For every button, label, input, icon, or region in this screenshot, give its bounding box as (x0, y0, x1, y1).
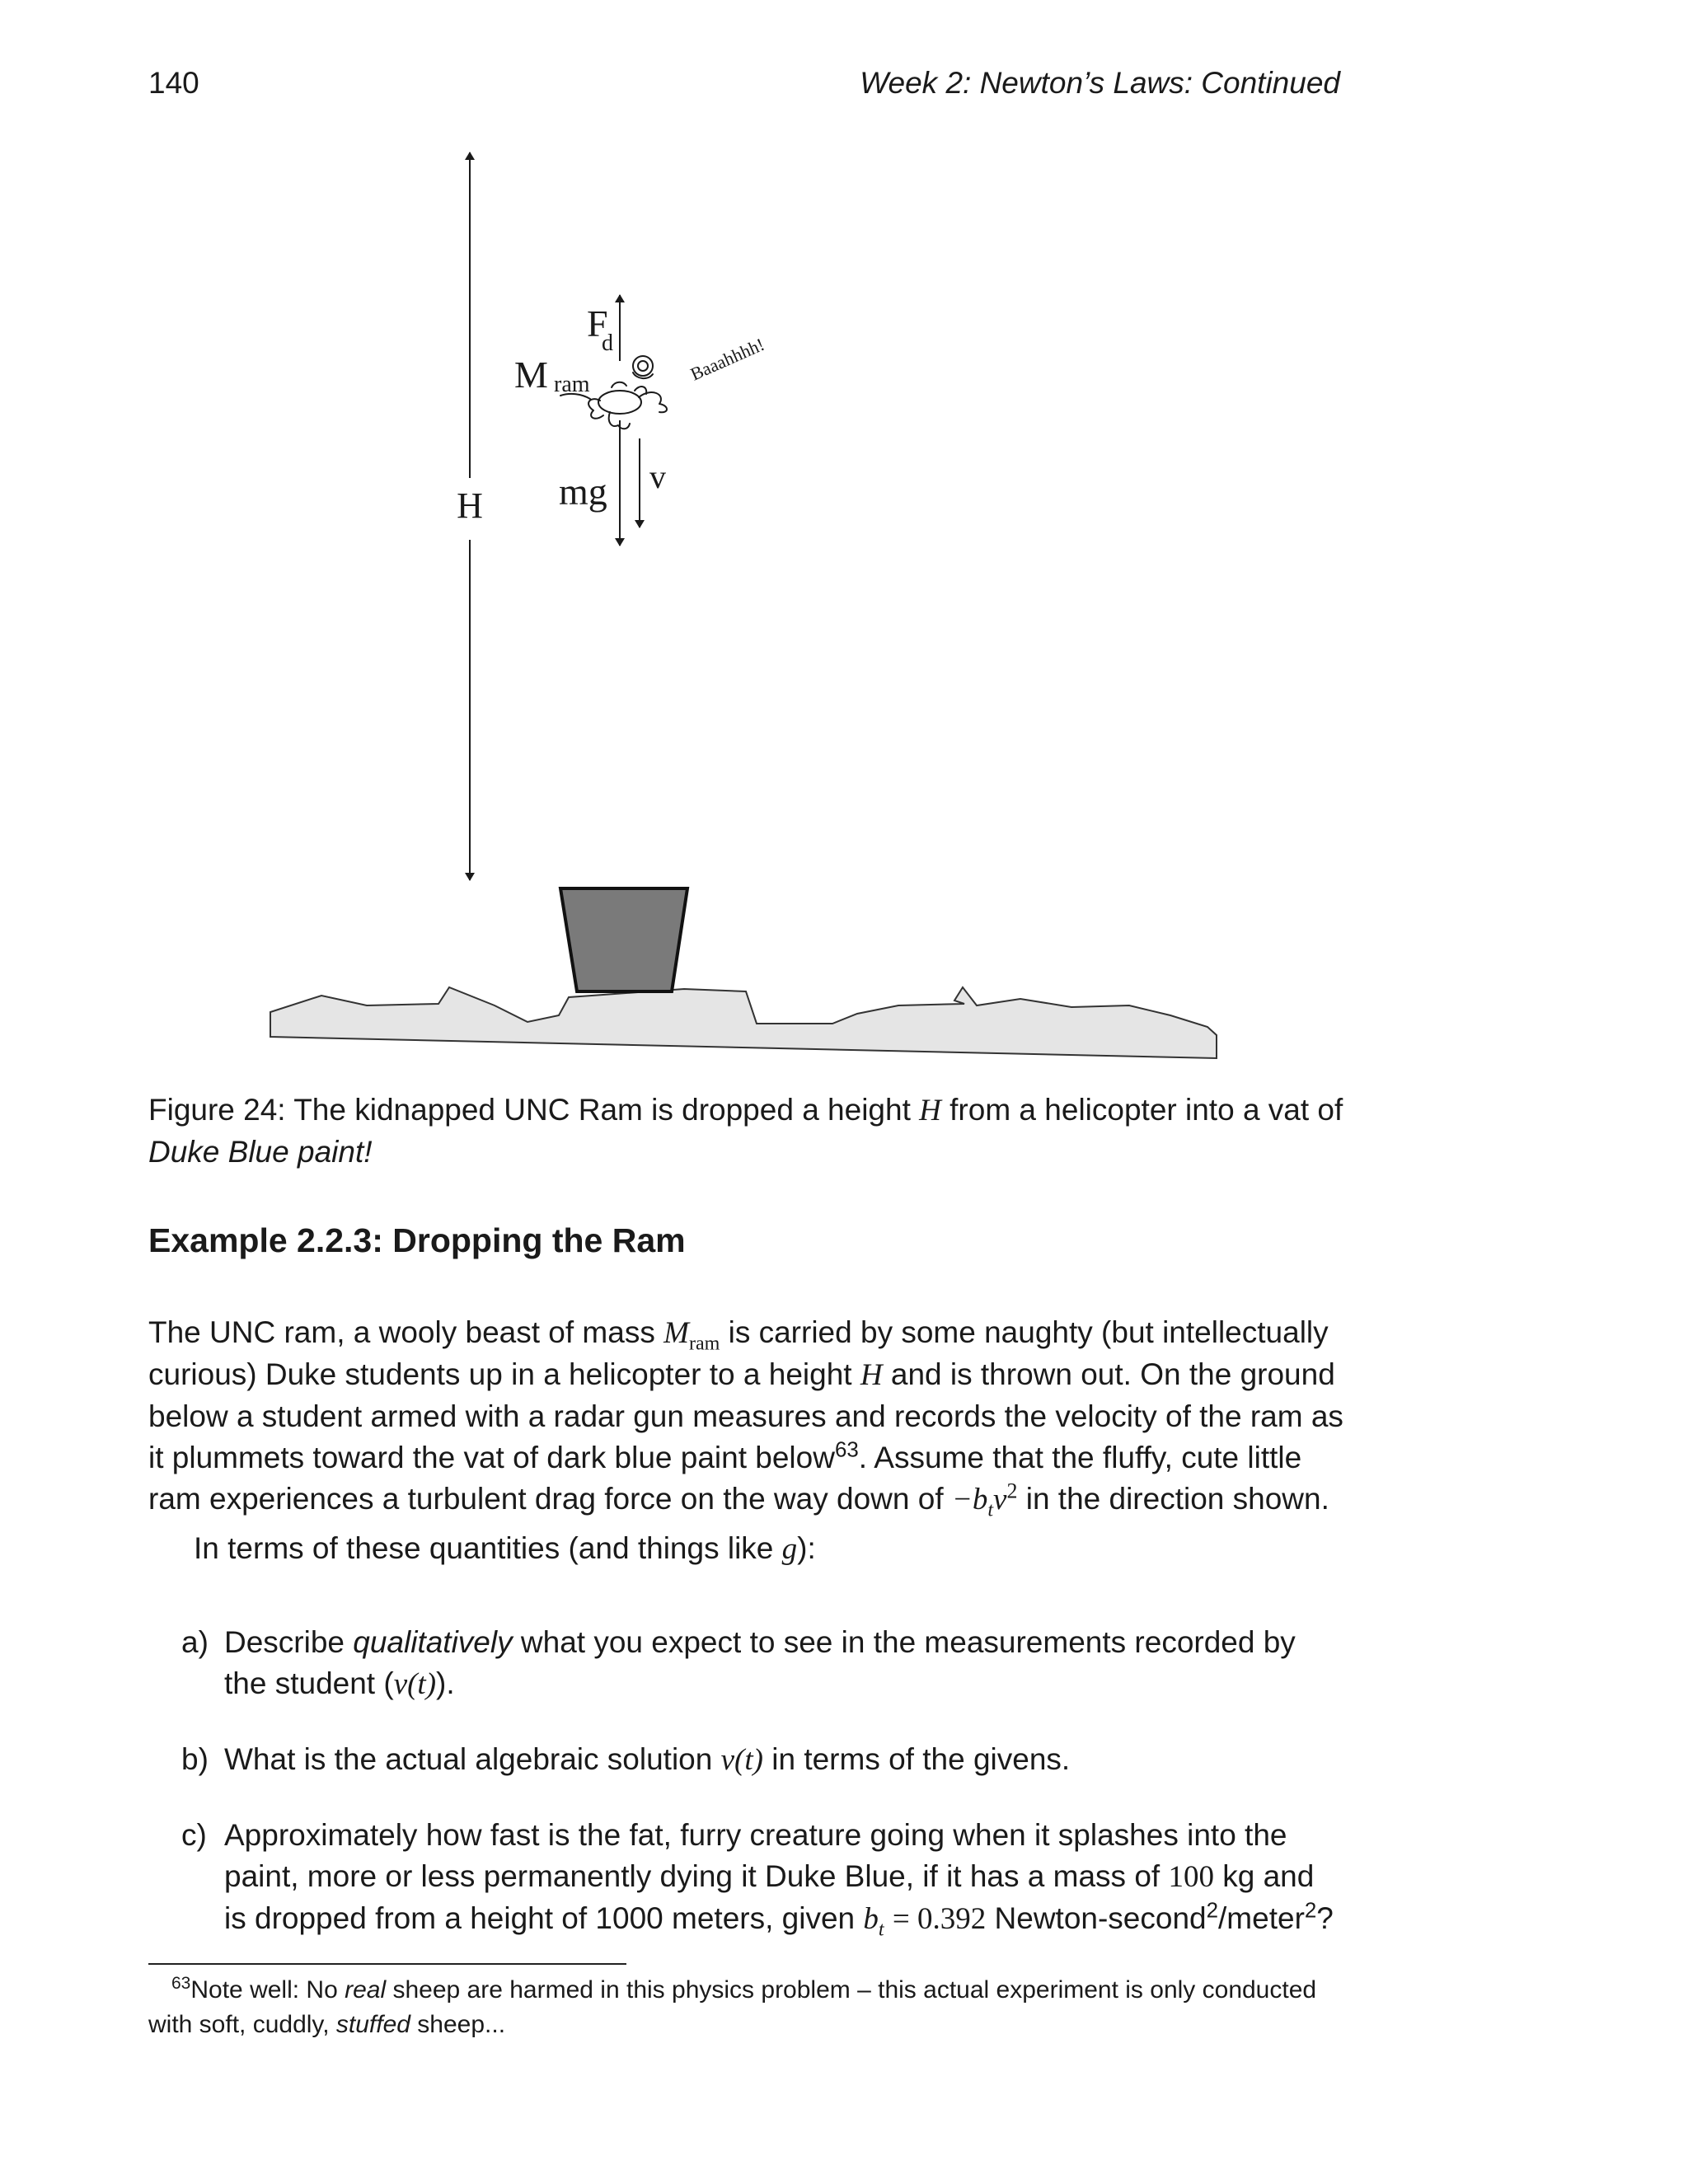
question-text: in terms of the givens. (771, 1742, 1071, 1776)
problem-paragraph (148, 1312, 1343, 1521)
question-c (181, 1815, 1343, 1940)
footnote-text: Note well: No (190, 1976, 338, 2004)
problem-text: is carried by some naughty (but intellectually curious) Duke students up in a helicopter to a height (148, 1315, 1329, 1391)
question-text: Approximately how fast is the fat, furry creature going when it splashes into the paint, more or less permanently dying it Duke Blue, if it has a mass of (224, 1818, 1287, 1893)
unit-exponent: 2 (1206, 1899, 1219, 1923)
page-number: 140 (148, 66, 199, 100)
drag-constant-letter: b (863, 1902, 879, 1936)
example-heading: Example 2.2.3: Dropping the Ram (148, 1221, 686, 1259)
drag-exponent: 2 (1006, 1479, 1018, 1503)
velocity-function: v(t) (720, 1743, 763, 1777)
footnote-reference[interactable]: 63 (834, 1438, 859, 1462)
caption-text-mid: from a helicopter into a vat of (950, 1093, 1343, 1127)
figure-ram-drop (0, 0, 1688, 1080)
question-text: kg and is dropped from a height of 1000 meters, given (224, 1859, 1315, 1935)
paint-vat (560, 888, 687, 991)
drag-constant-subscript: t (878, 1919, 884, 1941)
drag-subscript: t (987, 1499, 994, 1521)
footnote-number: 63 (171, 1974, 191, 1993)
footnote-emphasis: real (345, 1976, 387, 2004)
gravity-variable: g (781, 1532, 798, 1566)
caption-italic: Duke Blue paint! (148, 1135, 373, 1169)
mass-label-subscript: ram (554, 372, 590, 397)
problem-text: . Assume that the fluffy, cute little ram experiences a turbulent drag force on the way down of (148, 1441, 1302, 1516)
drag-force-subscript: d (602, 330, 613, 356)
question-end: ? (1316, 1901, 1334, 1935)
footnote (148, 1973, 1343, 2042)
footnote-rule (148, 1963, 626, 1965)
drag-constant-value: = 0.392 (892, 1902, 987, 1936)
problem-text: The UNC ram, a wooly beast of mass (148, 1315, 655, 1349)
question-marker: c) (181, 1818, 207, 1852)
problem-text: and is thrown out. On the ground below a student armed with a radar gun measures and records the velocity of the ram as it plummets toward the vat of dark blue paint below (148, 1357, 1343, 1474)
height-label: H (457, 485, 483, 526)
caption-text-prefix: Figure 24: The kidnapped UNC Ram is dropped a height (148, 1093, 911, 1127)
height-variable: H (860, 1358, 883, 1392)
velocity-function: v(t) (393, 1667, 437, 1701)
drag-coefficient: −b (951, 1483, 988, 1516)
question-text: What is the actual algebraic solution (224, 1742, 713, 1776)
ram-exclamation: Baaahhhh! (687, 333, 768, 385)
unit-exponent: 2 (1304, 1899, 1317, 1923)
problem-text: in the direction shown. (1025, 1482, 1329, 1516)
ground (270, 987, 1217, 1058)
figure-caption (148, 1090, 1343, 1173)
running-header: Week 2: Newton’s Laws: Continued (860, 66, 1340, 100)
question-a-content (224, 1622, 1343, 1705)
question-b (181, 1739, 1343, 1781)
mass-subscript: ram (688, 1333, 720, 1355)
velocity-label: v (649, 458, 666, 495)
question-text: what you expect to see in the measurements recorded by the student ( (224, 1625, 1296, 1700)
footnote-emphasis: stuffed (335, 2011, 410, 2038)
question-marker: b) (181, 1742, 209, 1776)
question-a (181, 1622, 1343, 1705)
question-b-content (224, 1739, 1343, 1781)
mass-variable (663, 1316, 720, 1355)
drag-expression (951, 1479, 1018, 1521)
drag-constant (863, 1902, 884, 1941)
drag-velocity: v (993, 1483, 1007, 1516)
question-text: ). (436, 1666, 455, 1700)
unit-text: Newton-second (994, 1901, 1207, 1935)
drag-force-letter: F (587, 302, 608, 344)
gravity-label: mg (559, 471, 607, 513)
givens-text: In terms of these quantities (and things like (194, 1531, 774, 1565)
question-marker: a) (181, 1625, 209, 1659)
question-c-content (224, 1815, 1343, 1940)
caption-height-var: H (919, 1094, 941, 1127)
mass-value: 100 (1168, 1860, 1214, 1894)
givens-sentence (194, 1531, 816, 1567)
question-text: Describe (224, 1625, 345, 1659)
question-emphasis: qualitatively (353, 1625, 513, 1659)
mass-letter: M (663, 1316, 689, 1350)
unit-text: /meter (1218, 1901, 1305, 1935)
footnote-text: sheep are harmed in this physics problem – this actual experiment is only conducted with soft, cuddly, (148, 1976, 1317, 2038)
footnote-text: sheep... (417, 2011, 506, 2038)
givens-text-end: ): (797, 1531, 816, 1565)
mass-label-letter: M (514, 354, 548, 396)
